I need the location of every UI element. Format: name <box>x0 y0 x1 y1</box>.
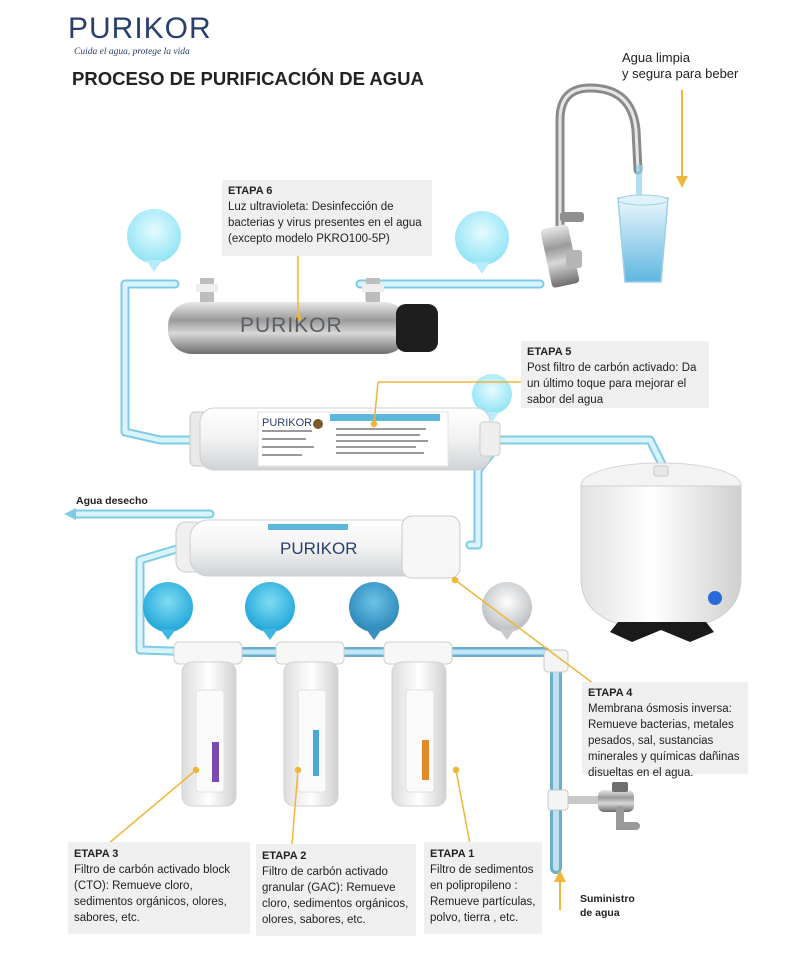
supply-arrow <box>554 870 566 910</box>
logo-tagline: Cuida el agua, protege la vida <box>74 47 190 57</box>
stage-description: Filtro de carbón activado block (CTO): Remueve cloro, sedimentos orgánicos, olores, sabores, etc. <box>74 864 230 924</box>
page-title: PROCESO DE PURIFICACIÓN DE AGUA <box>72 68 424 89</box>
stage-box-etapa1 <box>424 842 542 934</box>
stage-label: ETAPA 3 <box>74 848 119 860</box>
droplet-etapa6-in <box>127 209 181 272</box>
stage-box-etapa4 <box>582 682 748 779</box>
stage-box-etapa3 <box>68 842 250 934</box>
membrane-brand-text: PURIKOR <box>280 539 358 558</box>
housing-etapa1 <box>384 642 452 806</box>
stage-label: ETAPA 2 <box>262 850 307 862</box>
droplet-etapa6-out <box>455 211 509 274</box>
stage-label: ETAPA 5 <box>527 346 572 358</box>
stage-description: Post filtro de carbón activado: Da un último toque para mejorar el sabor del agua <box>527 362 697 406</box>
droplet-etapa3 <box>143 582 193 640</box>
stage-box-etapa5 <box>521 341 709 408</box>
clean-water-label <box>622 50 738 82</box>
storage-tank <box>581 463 741 642</box>
uv-brand-text: PURIKOR <box>240 314 343 337</box>
water-glass <box>618 165 668 282</box>
housing-etapa2 <box>276 642 344 806</box>
droplet-etapa1 <box>349 582 399 640</box>
stage-label: ETAPA 4 <box>588 687 633 699</box>
stage-description: Filtro de sedimentos en polipropileno : Remueve partículas, polvo, tierra , etc. <box>430 864 536 924</box>
logo-word: PURIKOR <box>68 12 212 45</box>
supply-tee <box>548 790 568 810</box>
waste-arrow <box>64 508 76 520</box>
supply-valve <box>598 782 636 826</box>
stage-description: Membrana ósmosis inversa: Remueve bacterias, metales pesados, sal, sustancias minerales y químicas dañinas disueltas en el agua. <box>588 703 740 779</box>
clean-water-line1: Agua limpia <box>622 50 690 65</box>
stage-description: Luz ultravioleta: Desinfección de bacterias y virus presentes en el agua (excepto modelo PKRO100-5P) <box>228 201 422 245</box>
waste-water-label: Agua desecho <box>76 495 148 507</box>
post-filter-brand-text: PURIKOR <box>262 417 313 429</box>
supply-line2: de agua <box>580 907 620 919</box>
stage-label: ETAPA 6 <box>228 185 273 197</box>
purikor-logo <box>68 12 212 57</box>
stage-box-etapa2 <box>256 844 416 936</box>
housing-etapa3 <box>174 642 242 806</box>
water-supply-label <box>580 892 635 920</box>
stage-description: Filtro de carbón activado granular (GAC): Remueve cloro, sedimentos orgánicos, olores, sabores, etc. <box>262 866 409 926</box>
post-carbon-filter <box>190 408 500 470</box>
flow-arrow-down <box>676 90 688 188</box>
droplet-etapa2 <box>245 582 295 640</box>
stage-label: ETAPA 1 <box>430 848 475 860</box>
stage-box-etapa6 <box>222 180 432 256</box>
supply-line1: Suministro <box>580 893 635 905</box>
sediment-filter-housings <box>174 642 452 806</box>
clean-water-line2: y segura para beber <box>622 66 739 81</box>
